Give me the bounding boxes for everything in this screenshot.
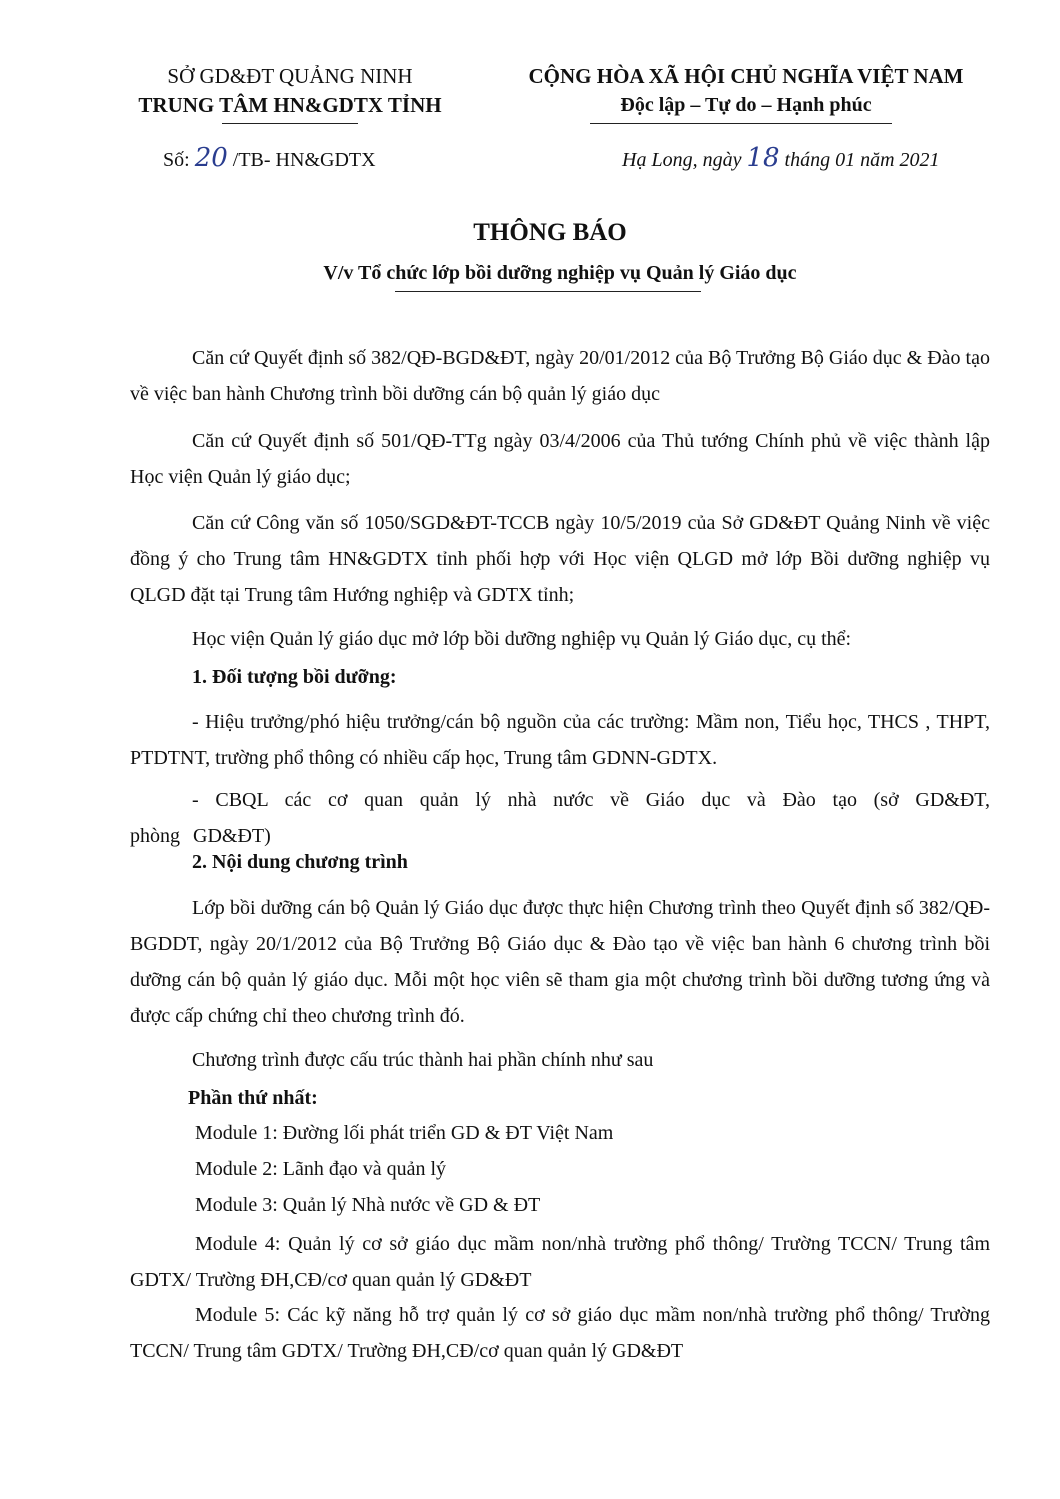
module-4: Module 4: Quản lý cơ sở giáo dục mầm non/nhà trường phổ thông/ Trường TCCN/ Trung tâm GDTX/ Trường ĐH,CĐ/cơ quan quản lý GD&ĐT [130,1233,990,1291]
document-number: Số: 20 /TB- HN&GDTX [163,143,376,173]
header-left-underline [222,123,358,124]
basis-paragraph-1: Căn cứ Quyết định số 382/QĐ-BGD&ĐT, ngày 20/01/2012 của Bộ Trưởng Bộ Giáo dục & Đào tạo về việc ban hành Chương trình bồi dưỡng cán bộ quản lý giáo dục [130,347,990,405]
module-1: Module 1: Đường lối phát triển GD & ĐT Việt Nam [195,1122,614,1144]
document-number-handwritten: 20 [194,143,228,173]
department-name: SỞ GD&ĐT QUẢNG NINH [167,64,413,88]
basis-paragraph-2: Căn cứ Quyết định số 501/QĐ-TTg ngày 03/4/2006 của Thủ tướng Chính phủ về việc thành lập Học viện Quản lý giáo dục; [130,430,990,488]
module-5: Module 5: Các kỹ năng hỗ trợ quản lý cơ sở giáo dục mầm non/nhà trường phổ thông/ Trường TCCN/ Trung tâm GDTX/ Trường ĐH,CĐ/cơ quan quản lý GD&ĐT [130,1304,990,1362]
document-title: THÔNG BÁO [473,219,627,246]
document-subject: V/v Tổ chức lớp bồi dưỡng nghiệp vụ Quản lý Giáo dục [323,262,797,284]
section-2-paragraph: Lớp bồi dưỡng cán bộ Quản lý Giáo dục được thực hiện Chương trình theo Quyết định số 382/QĐ-BGDDT, ngày 20/1/2012 của Bộ Trưởng Bộ Giáo dục & Đào tạo về việc ban hành 6 chương trình bồi dưỡng cán bộ quản lý giáo dục. Mỗi một học viên sẽ tham gia một chương trình bồi dưỡng tương ứng và được cấp chứng chỉ theo chương trình đó. [130,897,990,1027]
module-3: Module 3: Quản lý Nhà nước về GD & ĐT [195,1194,541,1216]
section-1-item-2: - CBQL các cơ quan quản lý nhà nước về Giáo dục và Đào tạo (sở GD&ĐT, phòng GD&ĐT) [130,789,990,847]
motto: Độc lập – Tự do – Hạnh phúc [620,94,872,116]
structure-intro: Chương trình được cấu trúc thành hai phần chính như sau [192,1049,654,1071]
header-right-underline [590,123,892,124]
center-name: TRUNG TÂM HN&GDTX TỈNH [138,93,442,117]
subject-underline [395,291,701,292]
basis-paragraph-3: Căn cứ Công văn số 1050/SGD&ĐT-TCCB ngày 10/5/2019 của Sở GD&ĐT Quảng Ninh về việc đồng ý cho Trung tâm HN&GDTX tỉnh phối hợp với Học viện QLGD mở lớp Bồi dưỡng nghiệp vụ QLGD đặt tại Trung tâm Hướng nghiệp và GDTX tỉnh; [130,512,990,606]
intro-line: Học viện Quản lý giáo dục mở lớp bồi dưỡng nghiệp vụ Quản lý Giáo dục, cụ thể: [192,628,852,650]
date-day-handwritten: 18 [746,143,780,173]
module-2: Module 2: Lãnh đạo và quản lý [195,1158,447,1180]
place-date: Hạ Long, ngày 18 tháng 01 năm 2021 [622,143,940,173]
country-name: CỘNG HÒA XÃ HỘI CHỦ NGHĨA VIỆT NAM [528,64,964,88]
section-2-heading: 2. Nội dung chương trình [192,851,408,873]
section-1-heading: 1. Đối tượng bồi dưỡng: [192,666,397,688]
part-one-heading: Phần thứ nhất: [188,1087,318,1109]
section-1-item-1: - Hiệu trưởng/phó hiệu trưởng/cán bộ nguồn của các trường: Mầm non, Tiểu học, THCS , THPT, PTDTNT, trường phổ thông có nhiều cấp học, Trung tâm GDNN-GDTX. [130,711,990,769]
